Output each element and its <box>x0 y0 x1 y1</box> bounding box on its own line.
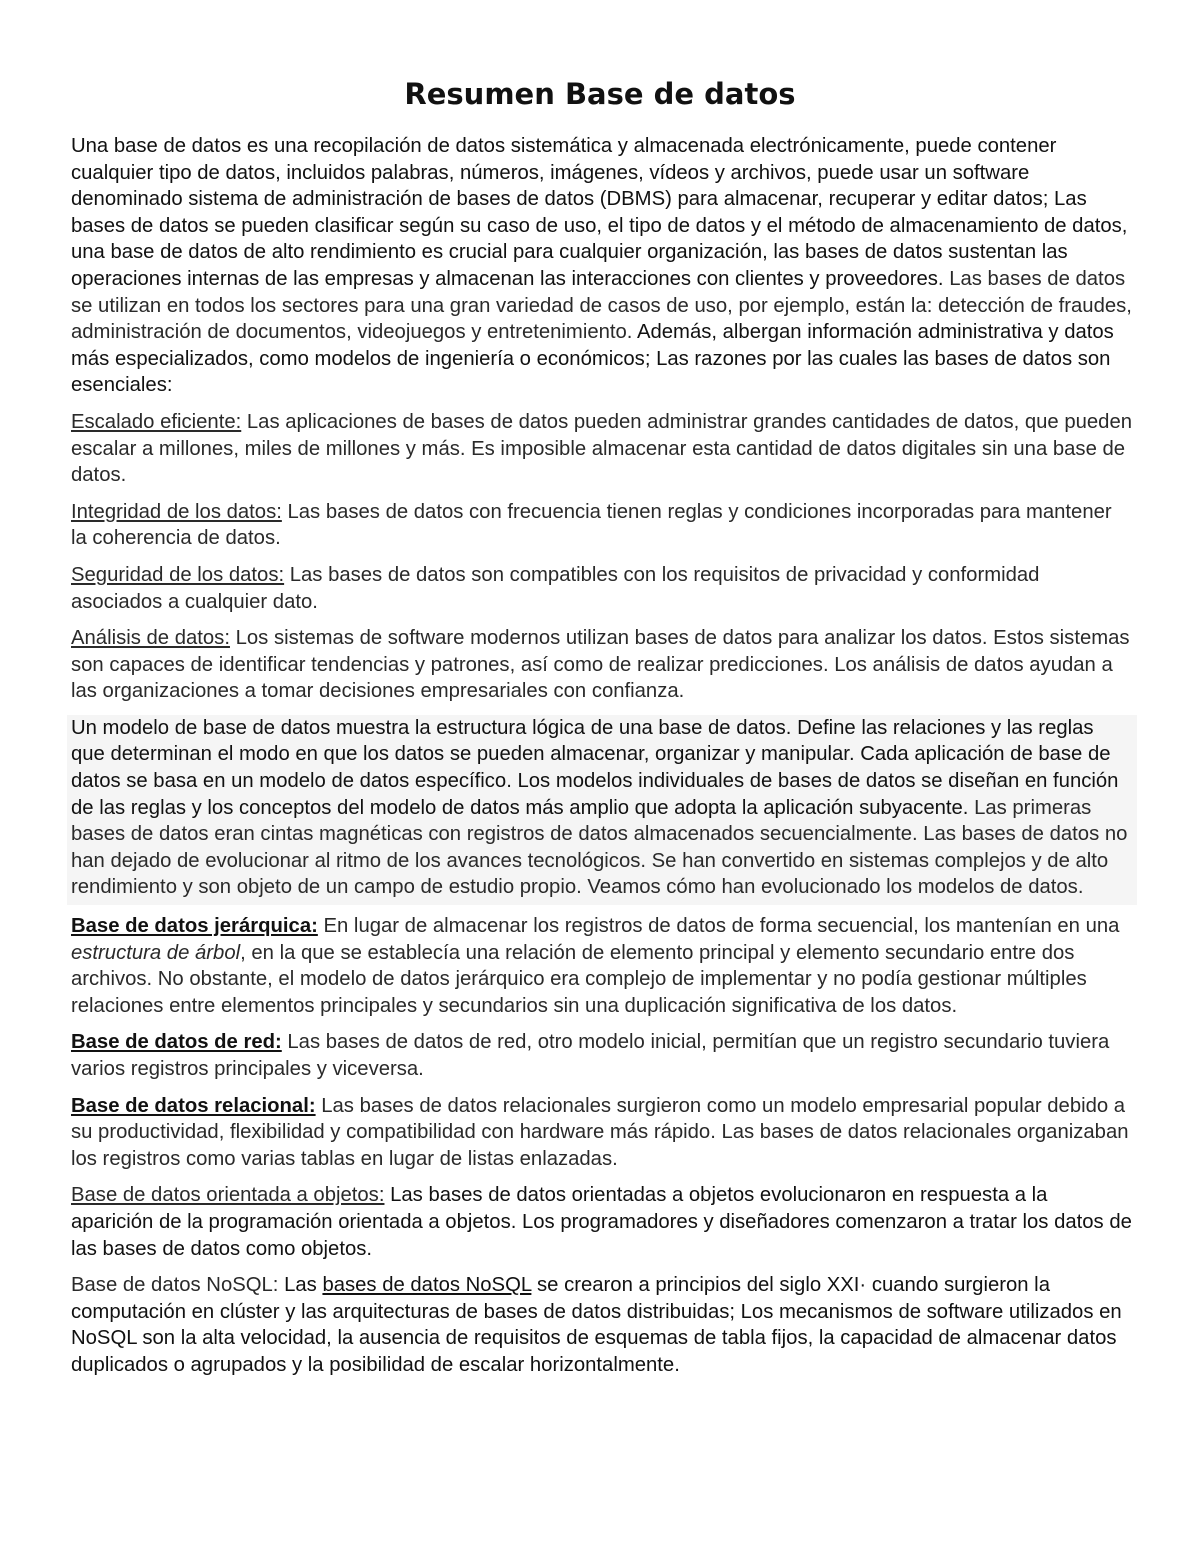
model-paragraph <box>67 715 1137 905</box>
reason-text: Las bases de datos con frecuencia tienen reglas y condiciones incorporadas para mantener la coherencia de datos. <box>71 500 1112 550</box>
document-body <box>71 133 1133 1379</box>
type-text: Las bases de datos de red, otro modelo inicial, permitían que un registro secundario tuviera varios registros principales y viceversa. <box>71 1031 1110 1080</box>
model-text-2: Las primeras bases de datos eran cintas magnéticas con registros de datos almacenados secuencialmente. Las bases de datos no han dejado de evolucionar al ritmo de los avances tecnológicos. Se han convertido en sistemas complejos y de alto rendimiento y son objeto de un campo de estudio propio. Veamos cómo han evolucionado los modelos de datos. <box>71 796 1128 899</box>
reason-analysis-paragraph <box>71 625 1133 705</box>
relational-paragraph <box>71 1093 1133 1173</box>
type-text: , en la que se establecía una relación de elemento principal y elemento secundario entre dos archivos. No obstante, el modelo de datos jerárquico era complejo de implementar y no podía gestionar múltiples relaciones entre elementos principales y secundarios sin una duplicación significativa de los datos. <box>71 941 1087 1017</box>
intro-text-1: Una base de datos es una recopilación de datos sistemática y almacenada electrónicamente, puede contener cualquier tipo de datos, incluidos palabras, números, imágenes, vídeos y archivos, puede usar un software denominado sistema de administración de bases de datos (DBMS) para almacenar, recuperar y editar datos; Las bases de datos se pueden clasificar según su caso de uso, el tipo de datos y el método de almacenamiento de datos, una base de datos de alto rendimiento es crucial para cualquier organización, las bases de datos sustentan las operaciones internas de las empresas y almacenan las interacciones con clientes y proveedores. <box>71 135 1128 290</box>
type-heading: Base de datos jerárquica: <box>71 915 318 938</box>
reason-text: Las aplicaciones de bases de datos pueden administrar grandes cantidades de datos, que pueden escalar a millones, miles de millones y más. Es imposible almacenar esta cantidad de datos digitales sin una base de datos. <box>71 410 1133 487</box>
hierarchical-paragraph <box>71 913 1133 1019</box>
type-heading: Base de datos orientada a objetos: <box>71 1184 385 1207</box>
type-heading: Base de datos de red: <box>71 1031 282 1054</box>
model-text-1: Un modelo de base de datos muestra la estructura lógica de una base de datos. Define las relaciones y las reglas que determinan el modo en que los datos se pueden almacenar, organizar y manipular. Cada aplicación de base de datos se basa en un modelo de datos específico. Los modelos individuales de bases de datos se diseñan en función de las reglas y los conceptos del modelo de datos más amplio que adopta la aplicación subyacente. <box>71 716 1119 819</box>
nosql-link[interactable]: bases de datos NoSQL <box>322 1274 532 1297</box>
type-text: Las bases de datos orientadas a objetos evolucionaron en respuesta a la aparición de la programación orientada a objetos. Los programadores y diseñadores comenzaron a tratar los datos de las bases de datos como objetos. <box>71 1184 1132 1260</box>
reason-heading: Seguridad de los datos: <box>71 563 285 586</box>
reason-scaling-paragraph <box>71 409 1133 489</box>
reason-integrity-paragraph <box>71 499 1133 552</box>
type-heading: Base de datos NoSQL: <box>71 1274 279 1297</box>
intro-text-2: Las bases de datos se utilizan en todos los sectores para una gran variedad de casos de uso, por ejemplo, están la: detección de fraudes, administración de documentos, videojuegos y entretenimiento. <box>71 267 1132 344</box>
type-text: Las bases de datos relacionales surgieron como un modelo empresarial popular debido a su productividad, flexibilidad y compatibilidad con hardware más rápido. Las bases de datos relacionales organizaban los registros como varias tablas en lugar de listas enlazadas. <box>71 1094 1129 1170</box>
intro-paragraph <box>71 133 1133 399</box>
intro-text-3: Además, albergan información administrativa y datos más especializados, como modelos de ingeniería o económicos; Las razones por las cuales las bases de datos son esenciales: <box>71 321 1114 397</box>
reason-text: Los sistemas de software modernos utilizan bases de datos para analizar los datos. Estos sistemas son capaces de identificar tendencias y patrones, así como de realizar predicciones. Los análisis de datos ayudan a las organizaciones a tomar decisiones empresariales con confianza. <box>71 627 1130 703</box>
type-text: En lugar de almacenar los registros de datos de forma secuencial, los mantenían en una <box>317 915 1120 938</box>
type-text: se crearon a principios del siglo XXI· cuando surgieron la computación en clúster y las arquitecturas de bases de datos distribuidas; Los mecanismos de software utilizados en NoSQL son la alta velocidad, la ausencia de requisitos de esquemas de tabla fijos, la capacidad de almacenar datos duplicados o agrupados y la posibilidad de escalar horizontalmente. <box>71 1274 1122 1376</box>
document-title: Resumen Base de datos <box>404 77 796 111</box>
type-heading: Base de datos relacional: <box>71 1094 316 1117</box>
type-italic-term: estructura de árbol <box>71 941 241 964</box>
reason-heading: Integridad de los datos: <box>71 500 282 523</box>
reason-security-paragraph <box>71 562 1133 615</box>
reason-heading: Escalado eficiente: <box>71 410 242 433</box>
reason-text: Las bases de datos son compatibles con los requisitos de privacidad y conformidad asociados a cualquier dato. <box>71 563 1040 613</box>
network-paragraph <box>71 1029 1133 1082</box>
type-text: Las <box>278 1274 323 1297</box>
object-paragraph <box>71 1182 1133 1262</box>
nosql-paragraph <box>71 1272 1133 1378</box>
reason-heading: Análisis de datos: <box>71 627 230 650</box>
